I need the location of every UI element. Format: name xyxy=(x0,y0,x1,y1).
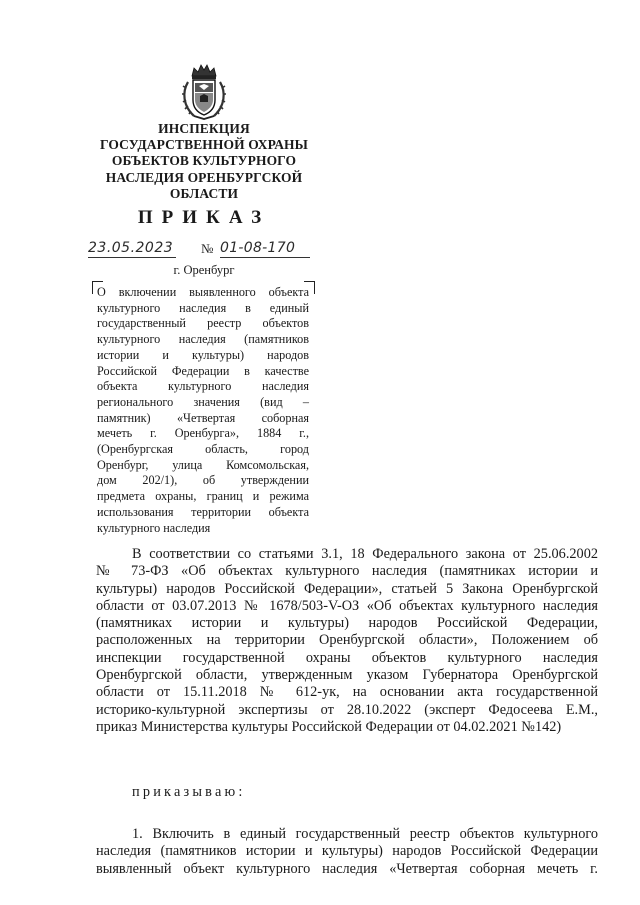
date-underline xyxy=(88,257,176,258)
order-point-1 xyxy=(96,826,598,878)
number-underline xyxy=(220,257,310,258)
subject-line: регионального значения (вид – xyxy=(97,394,309,409)
organization-name xyxy=(84,121,324,202)
subject-line: истории и культуры) народов xyxy=(97,347,309,362)
point-line: наследия (памятников истории и культуры) народов Российской Федерации xyxy=(96,843,598,860)
preamble-line: области от 15.11.2018 № 612-ук, на основании акта государственной xyxy=(96,684,598,701)
document-city: г. Оренбург xyxy=(173,263,235,277)
preamble-line: инспекции государственной охраны объектов культурного наследия xyxy=(96,649,598,666)
preamble-line: (памятниках истории и культуры) народов Российской Федерации, xyxy=(96,615,598,632)
subject-line: использования территории объекта xyxy=(97,504,309,519)
preamble-line: расположенных на территории Оренбургской области», Положением об xyxy=(96,632,598,649)
org-line: ГОСУДАРСТВЕННОЙ ОХРАНЫ xyxy=(99,137,309,153)
preamble-line: № 73-ФЗ «Об объектах культурного наследия (памятниках истории и xyxy=(96,563,598,580)
subject-line: Оренбург, улица Комсомольская, xyxy=(97,457,309,472)
subject-line: государственный реестр объектов xyxy=(97,316,309,331)
subject-line: памятник) «Четвертая соборная xyxy=(97,410,309,425)
subject-line: мечеть г. Оренбурга», 1884 г., xyxy=(97,426,309,441)
point-line: 1. Включить в единый государственный реестр объектов культурного xyxy=(132,826,598,842)
subject-line: культурного наследия (памятников xyxy=(97,332,309,347)
date-number-row xyxy=(84,237,324,261)
preamble-paragraph xyxy=(96,546,598,736)
preamble-line: культуры) народов Российской Федерации», статьей 5 Закона Оренбургской xyxy=(96,580,598,597)
org-line: ИНСПЕКЦИЯ xyxy=(158,121,250,136)
order-word: приказываю: xyxy=(132,784,246,800)
preamble-line: В соответствии со статьями 3.1, 18 Федерального закона от 25.06.2002 xyxy=(132,546,598,562)
preamble-line: области от 03.07.2013 № 1678/503-V-ОЗ «Об объектах культурного наследия xyxy=(96,597,598,614)
subject-line: культурного наследия xyxy=(97,520,211,535)
org-line: ОБЪЕКТОВ КУЛЬТУРНОГО xyxy=(111,153,297,169)
number-sign: № xyxy=(201,241,214,256)
subject-line: объекта культурного наследия xyxy=(97,379,309,394)
subject-line: (Оренбургская область, город xyxy=(97,442,309,457)
orenburg-coat-of-arms-icon xyxy=(180,62,228,122)
preamble-line: Оренбургской области, утвержденным указом Губернатора Оренбургской xyxy=(96,667,598,684)
document-date: 23.05.2023 xyxy=(88,240,174,256)
preamble-line: историко-культурной экспертизы от 28.10.2022 (эксперт Федосеева Е.М., xyxy=(96,701,598,718)
document-subject xyxy=(97,285,309,536)
subject-line: Российской Федерации в качестве xyxy=(97,363,309,378)
subject-line: культурного наследия в единый xyxy=(97,300,309,315)
subject-line: дом 202/1), об утверждении xyxy=(97,473,309,488)
org-line: НАСЛЕДИЯ ОРЕНБУРГСКОЙ xyxy=(105,169,303,185)
document-number: 01-08-170 xyxy=(220,240,296,256)
document-type-title: ПРИКАЗ xyxy=(137,207,271,228)
subject-line: О включении выявленного объекта xyxy=(97,285,309,299)
subject-line: предмета охраны, границ и режима xyxy=(97,489,309,504)
org-line: ОБЛАСТИ xyxy=(169,185,239,201)
preamble-line: приказ Министерства культуры Российской Федерации от 04.02.2021 №142) xyxy=(96,718,562,735)
point-line: выявленный объект культурного наследия «Четвертая соборная мечеть г. xyxy=(96,860,598,877)
